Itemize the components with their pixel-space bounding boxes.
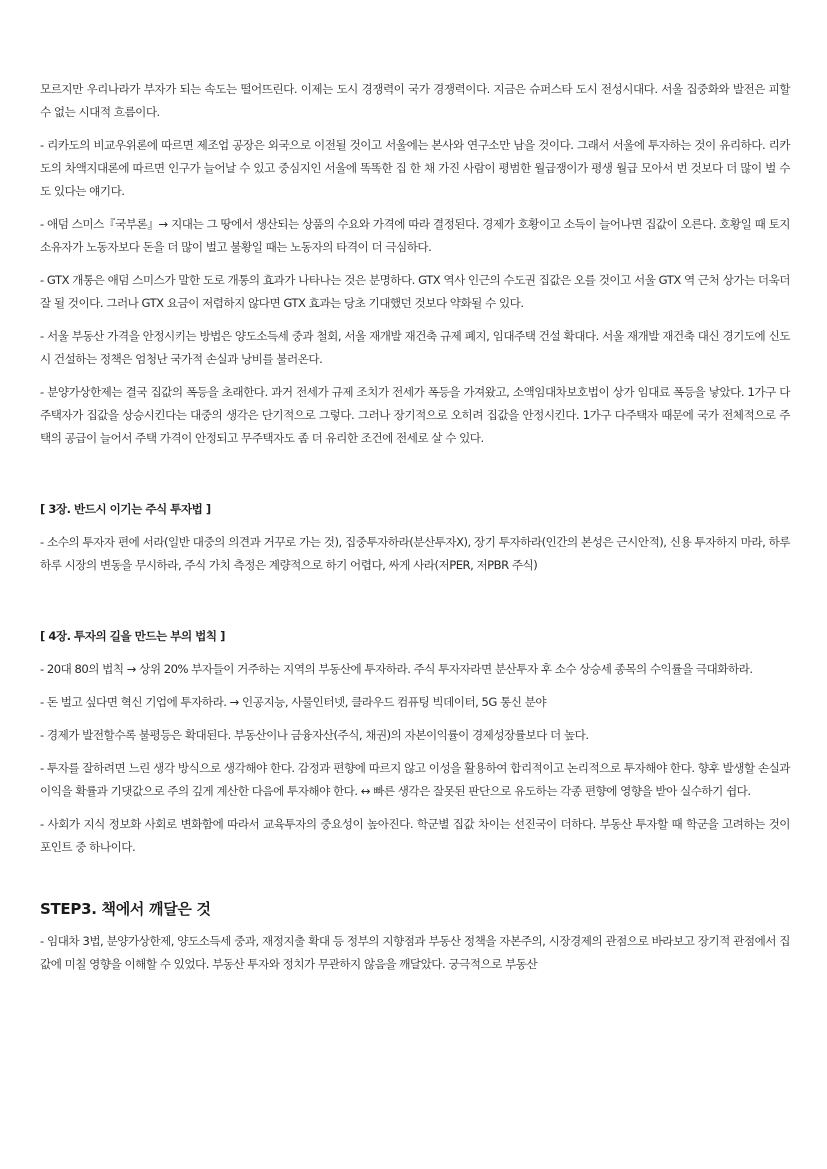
paragraph-ricardo: - 리카도의 비교우위론에 따르면 제조업 공장은 외국으로 이전될 것이고 서울에는 본사와 연구소만 남을 것이다. 그래서 서울에 투자하는 것이 유리하다. 리카도의 차액지대론에 따르면 인구가 늘어날 수 있고 중심지인 서울에 똑똑한 집 한 채 가진 사람이 평범한 월급쟁이가 평생 월급 모아서 번 것보다 더 많이 벌 수도 있다는 얘기다. <box>40 138 790 198</box>
paragraph-stock-investing: - 소수의 투자자 편에 서라(일반 대중의 의견과 거꾸로 가는 것), 집중투자하라(분산투자X), 장기 투자하라(인간의 본성은 근시안적), 신용 투자하지 마라, 하루하루 시장의 변동을 무시하라, 주식 가치 측정은 계량적으로 하기 어렵다, 싸게 사라(저PER, 저PBR 주식) <box>40 535 790 572</box>
chapter3-heading: [ 3장. 반드시 이기는 주식 투자법 ] <box>40 502 211 516</box>
paragraph-education: - 사회가 지식 정보화 사회로 변화함에 따라서 교육투자의 중요성이 높아진다. 학군별 집값 차이는 선진국이 더하다. 부동산 투자할 때 학군을 고려하는 것이 포인트 중 하나이다. <box>40 817 790 854</box>
paragraph-adam-smith: - 애덤 스미스『국부론』→ 지대는 그 땅에서 생산되는 상품의 수요와 가격에 따라 결정된다. 경제가 호황이고 소득이 늘어나면 집값이 오른다. 호황일 때 토지 소유자가 노동자보다 돈을 더 많이 벌고 불황일 때는 노동자의 타격이 더 극심하다. <box>40 217 790 254</box>
paragraph-innovation: - 돈 벌고 싶다면 혁신 기업에 투자하라. → 인공지능, 사물인터넷, 클라우드 컴퓨팅 빅데이터, 5G 통신 분야 <box>40 695 547 709</box>
paragraph-price-cap: - 분양가상한제는 결국 집값의 폭등을 초래한다. 과거 전세가 규제 조치가 전세가 폭등을 가져왔고, 소액임대차보호법이 상가 임대료 폭등을 낳았다. 1가구 다주택자가 집값을 상승시킨다는 대중의 생각은 단기적으로 그렇다. 그러나 장기적으로 오히려 집값을 안정시킨다. 1가구 다주택자 때문에 국가 전체적으로 주택의 공급이 늘어서 주택 가격이 안정되고 무주택자도 좀 더 유리한 조건에 전세로 살 수 있다. <box>40 385 790 445</box>
paragraph-lessons: - 임대차 3법, 분양가상한제, 양도소득세 중과, 재정지출 확대 등 정부의 지향점과 부동산 정책을 자본주의, 시장경제의 관점으로 바라보고 장기적 관점에서 집값에 미칠 영향을 이해할 수 있었다. 부동산 투자와 정치가 무관하지 않음을 깨달았다. 궁극적으로 부동산 <box>40 934 790 971</box>
chapter4-heading: [ 4장. 투자의 길을 만드는 부의 법칙 ] <box>40 629 225 643</box>
paragraph-slow-thinking: - 투자를 잘하려면 느린 생각 방식으로 생각해야 한다. 감정과 편향에 따르지 않고 이성을 활용하여 합리적이고 논리적으로 투자해야 한다. 향후 발생할 손실과 이익을 확률과 기댓값으로 주의 깊게 계산한 다음에 투자해야 한다. ↔ 빠른 생각은 잘못된 판단으로 유도하는 각종 편향에 영향을 받아 실수하기 쉽다. <box>40 761 790 798</box>
paragraph-inequality: - 경제가 발전할수록 불평등은 확대된다. 부동산이나 금융자산(주식, 채권)의 자본이익률이 경제성장률보다 더 높다. <box>40 728 589 742</box>
step3-heading: STEP3. 책에서 깨달은 것 <box>40 900 211 918</box>
paragraph-20-80-rule: - 20대 80의 법칙 → 상위 20% 부자들이 거주하는 지역의 부동산에 투자하라. 주식 투자자라면 분산투자 후 소수 상승세 종목의 수익률을 극대화하라. <box>40 662 753 676</box>
paragraph-gtx: - GTX 개통은 애덤 스미스가 말한 도로 개통의 효과가 나타나는 것은 분명하다. GTX 역사 인근의 수도권 집값은 오를 것이고 서울 GTX 역 근처 상가는 더욱더 잘 될 것이다. 그러나 GTX 요금이 저렴하지 않다면 GTX 효과는 당초 기대했던 것보다 약화될 수 있다. <box>40 273 790 310</box>
document-page <box>40 78 790 986</box>
paragraph-price-stability: - 서울 부동산 가격을 안정시키는 방법은 양도소득세 중과 철회, 서울 재개발 재건축 규제 폐지, 임대주택 건설 확대다. 서울 재개발 재건축 대신 경기도에 신도시 건설하는 정책은 엄청난 국가적 손실과 낭비를 불러온다. <box>40 329 790 366</box>
paragraph-seoul-concentration: 모르지만 우리나라가 부자가 되는 속도는 떨어뜨린다. 이제는 도시 경쟁력이 국가 경쟁력이다. 지금은 슈퍼스타 도시 전성시대다. 서울 집중화와 발전은 피할 수 없는 시대적 흐름이다. <box>40 82 790 119</box>
